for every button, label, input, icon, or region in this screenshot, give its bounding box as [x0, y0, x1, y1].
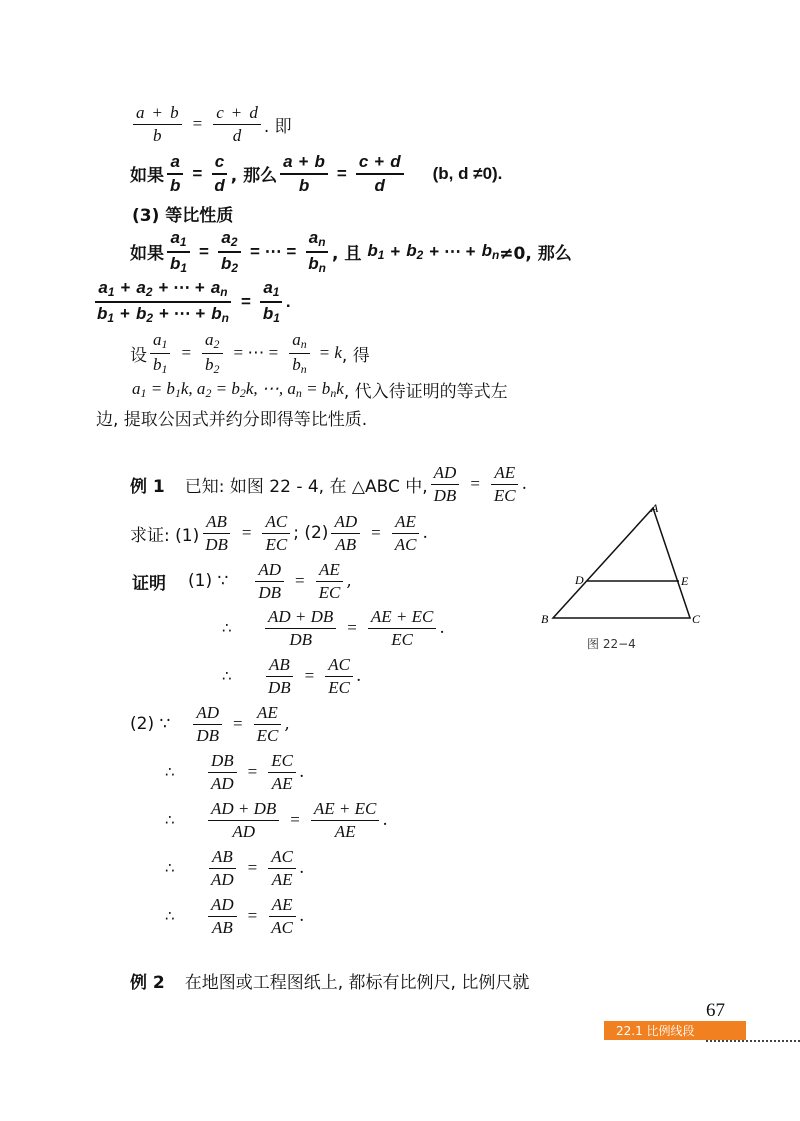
label-d: D — [575, 573, 584, 587]
triangle-diagram — [535, 500, 715, 660]
proof-sketch-line2: $a_1 = b_1k$, $a_2 = b_2k$, ⋯, $a_n = b_nk$ , 代入待证明的等式左 — [132, 378, 508, 402]
proof1-step2: ∴ $\frac{AD + DB}{DB}$ = $\frac{AE + EC}{EC}$ . — [222, 607, 445, 649]
proof2-step4: ∴ $\frac{AB}{AD}$ = $\frac{AC}{AE}$ . — [165, 847, 305, 889]
footer-dotted-rule — [706, 1040, 800, 1042]
rule3-result-line: $\frac{a_1 + a_2 + \cdots + a_n}{b_1 + b_2 + \cdots + b_n}$ = $\frac{a_1}{b_1}$ . — [97, 278, 291, 325]
figure-caption: 图 22−4 — [587, 637, 636, 651]
proof-sketch-line3: 边, 提取公因式并约分即得等比性质. — [96, 410, 368, 430]
label-a: A — [651, 501, 659, 515]
intro-result-line: $\frac{a + b}{b}$ = $\frac{c + d}{d}$ . 即 — [130, 103, 292, 145]
label-e: E — [681, 574, 689, 588]
label-b: B — [541, 612, 549, 626]
example1-given-line: 例 1 已知: 如图 22 - 4, 在 △ABC 中, $\frac{AD}{DB}$ = $\frac{AE}{EC}$ . — [130, 463, 528, 505]
proof2-step3: ∴ $\frac{AD + DB}{AD}$ = $\frac{AE + EC}{AE}$ . — [165, 799, 388, 841]
rule2-line: 如果 $\frac{a}{b}$ = $\frac{c}{d}$ , 那么 $\frac{a + b}{b}$ = $\frac{c + d}{d}$ (b, d ≠0). — [130, 152, 503, 195]
example2-line: 例 2 在地图或工程图纸上, 都标有比例尺, 比例尺就 — [130, 973, 530, 993]
proof1-step3: ∴ $\frac{AB}{DB}$ = $\frac{AC}{EC}$ . — [222, 655, 362, 697]
proof2-step2: ∴ $\frac{DB}{AD}$ = $\frac{EC}{AE}$ . — [165, 751, 305, 793]
proof1-step1: 证明 (1) ∵ $\frac{AD}{DB}$ = $\frac{AE}{EC}$ , — [132, 560, 352, 602]
label-c: C — [692, 612, 701, 626]
figure-22-4 — [535, 500, 715, 660]
page-number: 67 — [706, 1000, 725, 1021]
rule3-title: (3) 等比性质 — [132, 206, 234, 226]
example1-prove-line: 求证: (1) $\frac{AB}{DB}$ = $\frac{AC}{EC}$ ; (2) $\frac{AD}{AB}$ = $\frac{AE}{AC}$ . — [130, 512, 428, 554]
rule3-condition-line: 如果 $\frac{a_1}{b_1}$ = $\frac{a_2}{b_2}$ = ⋯ = $\frac{a_n}{b_n}$ , 且 $b_1$ + $b_2$ + ⋯ + $b_n$ ≠0, 那么 — [130, 228, 572, 275]
proof-sketch-line1: 设 $\frac{a_1}{b_1}$ = $\frac{a_2}{b_2}$ = ⋯ = $\frac{a_n}{b_n}$ = k , 得 — [130, 330, 370, 376]
chapter-label-bar — [604, 1021, 746, 1040]
proof2-step1: (2) ∵ $\frac{AD}{DB}$ = $\frac{AE}{EC}$ , — [130, 703, 290, 745]
chapter-label: 22.1 比例线段 — [616, 1024, 695, 1038]
triangle-abc — [553, 508, 690, 618]
proof2-step5: ∴ $\frac{AD}{AB}$ = $\frac{AE}{AC}$ . — [165, 895, 305, 937]
